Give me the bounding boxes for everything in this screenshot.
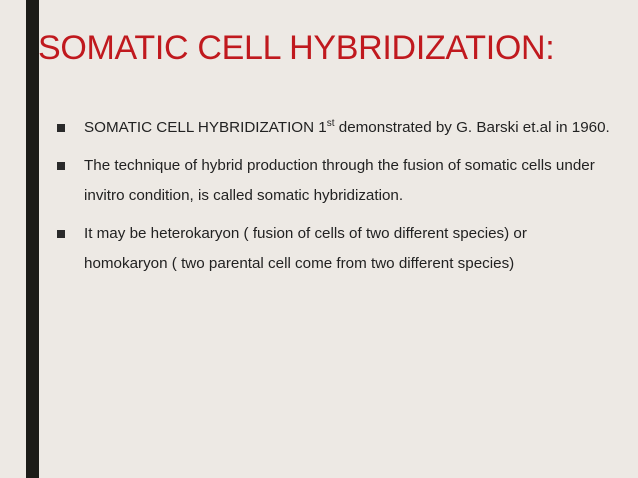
superscript: st xyxy=(326,118,335,129)
bullet-item xyxy=(56,151,611,211)
bullet-item xyxy=(56,113,611,143)
left-accent-bar xyxy=(26,0,39,478)
square-bullet-icon xyxy=(57,230,65,238)
bullet-text: The technique of hybrid production through the fusion of somatic cells under invitro condition, is called somatic hybridization. xyxy=(84,157,595,204)
bullet-item xyxy=(56,219,611,279)
bullet-text: It may be heterokaryon ( fusion of cells of two different species) or homokaryon ( two parental cell come from two different species) xyxy=(84,225,527,272)
square-bullet-icon xyxy=(57,162,65,170)
square-bullet-icon xyxy=(57,124,65,132)
bullet-list xyxy=(56,113,611,287)
slide-title: SOMATIC CELL HYBRIDIZATION: xyxy=(38,29,555,67)
bullet-text: SOMATIC CELL HYBRIDIZATION 1 xyxy=(84,119,327,136)
bullet-text-cont: demonstrated by G. Barski et.al in 1960. xyxy=(334,119,610,136)
